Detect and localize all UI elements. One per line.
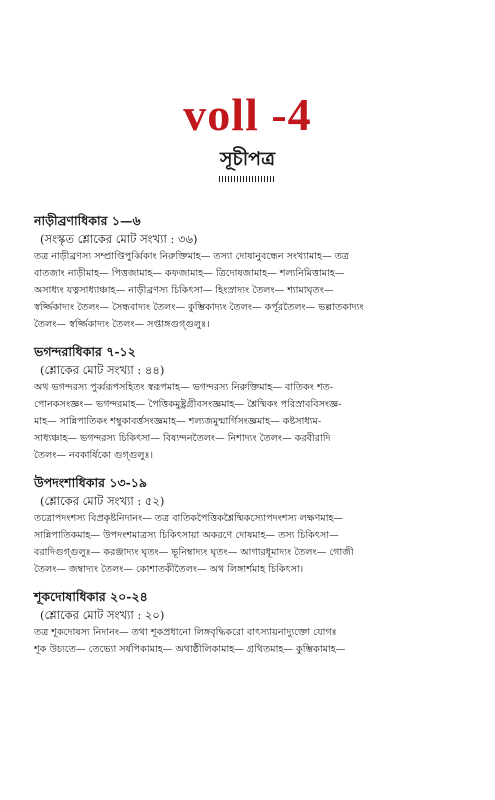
section-upadamsha <box>34 474 468 578</box>
section-text-line: তৈলং— জম্বাদ্যং তৈলং— কোশাতকীতৈলং— অথ লিঙ্গার্শমাহ চিকিৎসা। <box>34 564 304 575</box>
section-text-line: অসাধ্যং যত্নসাধ্যাঞ্চাহ— নাড়ীব্রণস্য চিকিৎসা— হিংস্রাদ্যং তৈলং— শ্যামাঘৃতং— <box>34 285 334 296</box>
section-verse-count: (সংস্কৃত শ্লোকের মোট সংখ্যা : ৩৬) <box>40 232 198 246</box>
section-text-line: তত্রোপদংশস্য বিপ্রকৃষ্টনিদানং— তত্র বাতিকপৈত্তিকশ্লৈষ্মিকস্যোপদংশস্য লক্ষণমাহ— <box>34 513 344 524</box>
section-shukadosha <box>34 588 468 658</box>
section-text-line: তত্র নাড়ীব্রণস্য সম্প্রাপ্তিপুর্ব্বিকাং নিরুক্তিমাহ— তস্যা দোষানুবন্ধেন সংখ্যামাহ— তত্র <box>34 251 349 262</box>
contents-list <box>34 212 468 668</box>
section-verse-count: (শ্লোকের মোট সংখ্যা : ৫২) <box>40 494 165 508</box>
section-heading: উপদংশাধিকার ১৩-১৯ <box>34 475 148 490</box>
section-text-line: তৈলং— স্বর্জ্জিকাদ্যং তৈলং— সপ্তাঙ্গগুগ্গুলুঃ। <box>34 319 210 330</box>
section-text-line: সাধ্যঞ্চাহ— ভগন্দরস্য চিকিৎসা— বিষ্যন্দনতৈলং— নিশাদ্যং তৈলং— করবীরাদি <box>34 433 331 444</box>
section-text-line: বাতজাং নাড়ীমাহ— পিত্তজামাহ— কফজামাহ— ত্রিদোষজামাহ— শল্যনিমিত্তামাহ— <box>34 268 345 279</box>
section-verse-count: (শ্লোকের মোট সংখ্যা : ২০) <box>40 608 165 622</box>
contents-heading: সূচীপত্র <box>219 148 276 170</box>
section-text-line: মাহ— সান্নিপাতিকং শম্বুকাবর্ত্তসংজ্ঞমাহ— শল্যজমুন্মার্গিসংজ্ঞমাহ— কষ্টসাধ্যম- <box>34 416 322 427</box>
volume-title: voll -4 <box>183 89 312 140</box>
section-verse-count: (শ্লোকের মোট সংখ্যা : ৪৪) <box>40 363 165 377</box>
section-text-line: পোনকসংজ্ঞং— ভগন্দরমাহ— পৈত্তিকমুষ্ট্রগ্রীবসংজ্ঞমাহ— শ্লৈষ্মিকং পরিস্রাববিসংজ্ঞ- <box>34 399 342 410</box>
title-underline-decoration <box>219 176 275 182</box>
section-naadivrana <box>34 212 468 333</box>
section-heading: ভগন্দরাধিকার ৭-১২ <box>34 344 136 359</box>
section-text-line: অথ ভগন্দরস্য পুর্ব্বরূপসহিতং স্বরূপমাহ— ভগন্দরস্য নিরুক্তিমাহ— বাতিকং শত- <box>34 382 334 393</box>
section-heading: নাড়ীব্রণাধিকার ১—৬ <box>34 213 141 228</box>
section-text-line: তত্র শূকদোষস্য নিদানং— তথা শূকপ্রধানো লিঙ্গবৃদ্ধিকরো বাৎস্যায়নাদ্যুক্তো যোগঃ <box>34 627 337 638</box>
section-text-line: তৈলং— নবকার্ষিকো গুগ্গুলুঃ। <box>34 450 154 461</box>
section-bhagandara <box>34 343 468 464</box>
section-heading: শূকদোষাধিকার ২০-২৪ <box>34 589 148 604</box>
section-text-line: বরাদিগুগ্গুলুঃ— করঞ্জাদ্যং ঘৃতং— ভূনিম্বাদ্যং ঘৃতং— আগারধূমাদ্যং তৈলং— গোজী <box>34 547 354 558</box>
section-text-line: স্বর্জ্জিকাদ্যং তৈলং— সৈন্ধবাদ্যং তৈলং— কুম্ভিকাদ্যং তৈলং— কর্পূরতৈলং— ভল্লাতকাদ্যং <box>34 302 364 313</box>
section-text-line: সান্নিপাতিকমাহ— উপদংশমাত্রস্য চিকিৎসায়া অকরণে দোষমাহ— তস্য চিকিৎসা— <box>34 530 339 541</box>
section-text-line: শূক উচ্যতে— তেভ্যো সর্ষপিকামাহ— অথাষ্ঠীলিকামাহ— গ্রথিতমাহ— কুম্ভিকামাহ— <box>34 644 346 655</box>
